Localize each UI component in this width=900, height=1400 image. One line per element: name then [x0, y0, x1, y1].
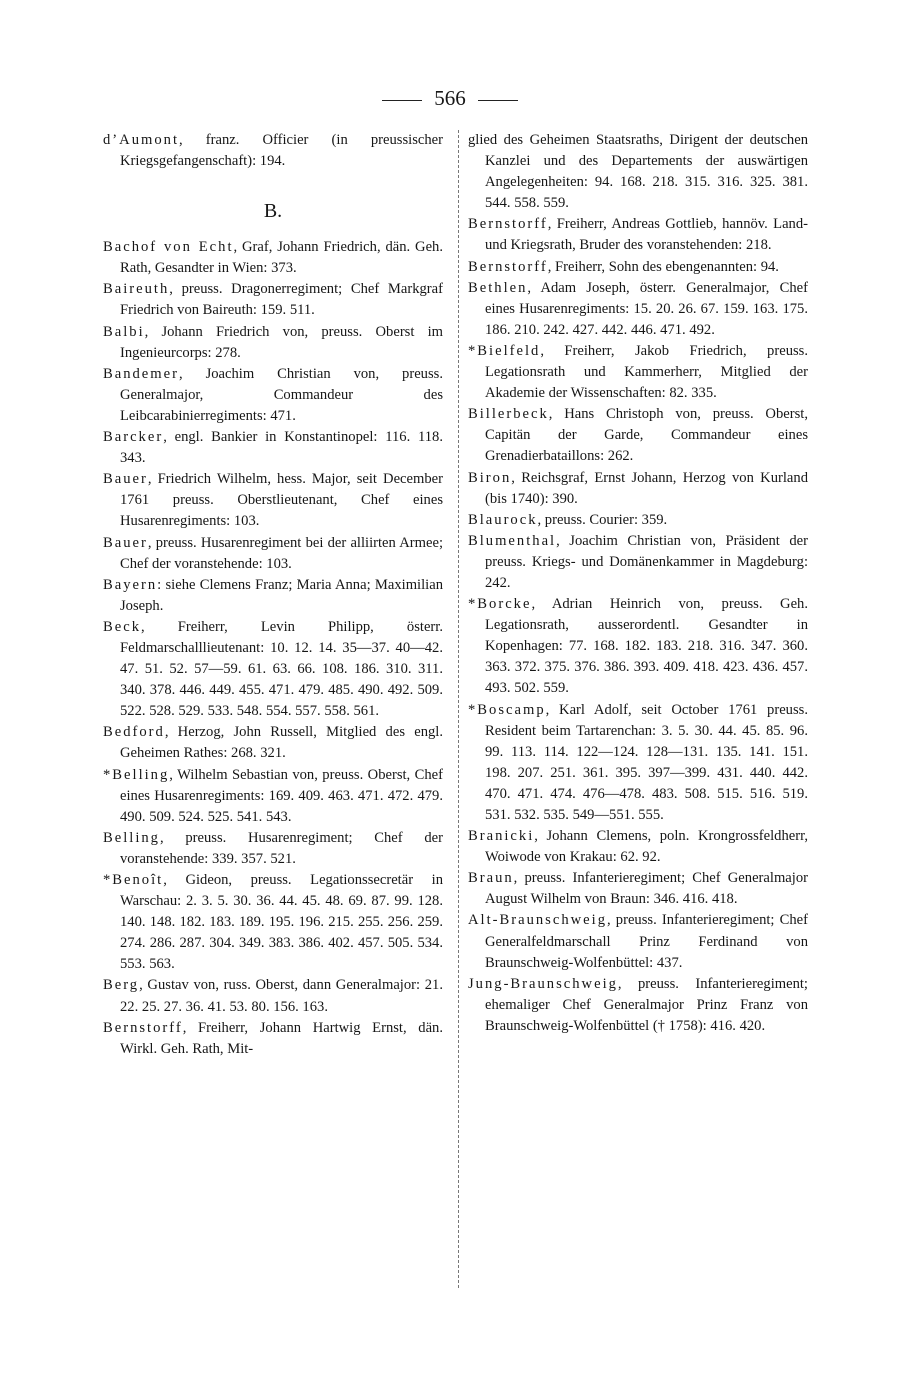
entry-head: Alt-Braunschweig: [468, 912, 607, 929]
entry-text: , engl. Bankier in Konstantinopel: 116. 118. 343.: [120, 429, 443, 467]
index-entry: [468, 974, 808, 1037]
entry-text: glied des Geheimen Staatsraths, Dirigent der deutschen Kanzlei und des Departements der auswärtigen Angelegenheiten: 94. 168. 218. 315. 316. 325. 381. 544. 558. 559.: [468, 132, 808, 212]
index-entry: [468, 130, 808, 214]
entry-head: Bernstorff: [468, 258, 548, 275]
entry-head: Balbi: [103, 323, 145, 340]
entry-text: , Freiherr, Andreas Gottlieb, hannöv. Land- und Kriegsrath, Bruder des voranstehenden: 218.: [485, 216, 808, 254]
entry-text: , Adam Joseph, österr. Generalmajor, Chef eines Husarenregiments: 15. 20. 26. 67. 159. 163. 175. 186. 210. 242. 427. 442. 446. 471. 492.: [485, 279, 808, 338]
entry-text: , preuss. Husarenregiment bei der alliirten Armee; Chef der voranstehende: 103.: [120, 534, 443, 572]
entry-head: Blaurock: [468, 511, 538, 528]
entry-head: Bauer: [103, 471, 148, 488]
entry-head: Jung-Braunschweig: [468, 975, 618, 992]
entry-text: , Friedrich Wilhelm, hess. Major, seit December 1761 preuss. Oberstlieutenant, Chef eines Husarenregiments: 103.: [120, 471, 443, 530]
index-entry: [468, 594, 808, 699]
entry-text: , Gideon, preuss. Legationssecretär in Warschau: 2. 3. 5. 30. 36. 44. 45. 48. 69. 87. 99. 128. 140. 148. 182. 183. 189. 195. 196. 215. 255. 256. 259. 274. 286. 287. 304. 349. 383. 386. 402. 457. 505. 534. 553. 563.: [120, 872, 443, 973]
left-entries-list: [103, 237, 443, 1060]
entry-head: *Belling: [103, 766, 170, 783]
entry-text: , Freiherr, Johann Hartwig Ernst, dän. Wirkl. Geh. Rath, Mit-: [120, 1019, 443, 1057]
entry-head: Bauer: [103, 534, 148, 551]
index-entry: [103, 130, 443, 172]
entry-head: Belling: [103, 829, 160, 846]
entry-head: Biron: [468, 469, 512, 486]
index-entry: [103, 1018, 443, 1060]
entry-head: Bachof von Echt: [103, 239, 234, 256]
entry-text: , preuss. Husarenregiment; Chef der voranstehende: 339. 357. 521.: [120, 829, 443, 867]
entry-head: *Boscamp: [468, 701, 546, 718]
entry-text: , preuss. Courier: 359.: [537, 511, 668, 528]
index-entry: [103, 279, 443, 321]
index-entry: [103, 533, 443, 575]
entry-text: , Herzog, John Russell, Mitglied des engl. Geheimen Rathes: 268. 321.: [120, 724, 443, 762]
page-number: 566: [0, 86, 900, 111]
left-before-list: [103, 130, 443, 172]
index-entry: [103, 870, 443, 975]
entry-head: Blumenthal: [468, 532, 557, 549]
entry-text: , Freiherr, Jakob Friedrich, preuss. Legationsrath und Kammerherr, Mitglied der Akademie der Wissenschaften: 82. 335.: [485, 342, 808, 402]
index-entry: [103, 765, 443, 828]
index-entry: [468, 341, 808, 404]
index-entry: [468, 868, 808, 910]
left-column: [103, 130, 443, 1060]
index-entry: [103, 828, 443, 870]
entry-head: Bernstorff: [103, 1019, 183, 1036]
entry-text: , Wilhelm Sebastian von, preuss. Oberst, Chef eines Husarenregiments: 169. 409. 463. 471. 472. 479. 490. 509. 524. 525. 541. 543.: [120, 766, 443, 825]
entry-text: , Joachim Christian von, preuss. Generalmajor, Commandeur des Leibcarabinierregiments: 471.: [120, 365, 443, 424]
entry-head: Barcker: [103, 429, 164, 446]
right-entries-list: [468, 130, 808, 1037]
index-entry: [103, 427, 443, 469]
entry-text: , Gustav von, russ. Oberst, dann Generalmajor: 21. 22. 25. 27. 36. 41. 53. 80. 156. 163.: [120, 977, 443, 1015]
entry-head: Bernstorff: [468, 216, 548, 233]
index-entry: [468, 700, 808, 827]
entry-text: , Reichsgraf, Ernst Johann, Herzog von Kurland (bis 1740): 390.: [485, 469, 808, 507]
index-entry: [468, 826, 808, 868]
entry-head: Berg: [103, 977, 140, 994]
column-divider: [458, 130, 459, 1288]
entry-head: *Bielfeld: [468, 342, 541, 359]
index-entry: [103, 237, 443, 279]
entry-text: , Hans Christoph von, preuss. Oberst, Capitän der Garde, Commandeur eines Grenadierbataillons: 262.: [485, 406, 808, 465]
index-entry: [103, 975, 443, 1017]
entry-head: d’Aumont: [103, 132, 179, 148]
index-entry: [103, 469, 443, 532]
entry-text: , Karl Adolf, seit October 1761 preuss. Resident beim Tartarenchan: 3. 5. 30. 44. 45. 85. 96. 99. 113. 114. 122—124. 128—131. 135. 141. 151. 198. 207. 251. 361. 395. 397—399. 431. 440. 442. 470. 471. 474. 476—478. 483. 508. 515. 516. 519. 531. 532. 535. 549—551. 555.: [485, 701, 808, 823]
index-entry: [468, 468, 808, 510]
entry-text: , Johann Friedrich von, preuss. Oberst im Ingenieurcorps: 278.: [120, 323, 443, 361]
entry-head: *Benoît: [103, 872, 164, 888]
index-entry: [468, 910, 808, 973]
entry-head: *Borcke: [468, 596, 532, 613]
letter-heading: B.: [263, 200, 283, 223]
index-entry: [103, 575, 443, 617]
index-entry: [103, 322, 443, 364]
entry-text: , Freiherr, Sohn des ebengenannten: 94.: [547, 258, 779, 275]
index-entry: [103, 722, 443, 764]
index-entry: [468, 510, 808, 531]
rule-left: [382, 100, 422, 101]
entry-head: Baireuth: [103, 281, 170, 298]
rule-right: [478, 100, 518, 101]
entry-head: Bedford: [103, 724, 165, 741]
entry-text: , Graf, Johann Friedrich, dän. Geh. Rath, Gesandter in Wien: 373.: [120, 239, 443, 277]
entry-text: , preuss. Infanterieregiment; Chef Generalmajor August Wilhelm von Braun: 346. 416. 418.: [485, 870, 808, 908]
index-entry: [468, 531, 808, 594]
entry-head: Branicki: [468, 828, 535, 845]
entry-text: , franz. Officier (in preussischer Kriegsgefangenschaft): 194.: [120, 132, 443, 170]
entry-text: , preuss. Infanterieregiment; ehemaliger Chef Generalmajor Prinz Franz von Braunschweig-Wolfenbüttel († 1758): 416. 420.: [485, 975, 808, 1034]
entry-text: , preuss. Infanterieregiment; Chef Generalfeldmarschall Prinz Ferdinand von Braunschweig-Wolfenbüttel: 437.: [485, 912, 808, 971]
index-entry: [468, 404, 808, 467]
entry-text: : siehe Clemens Franz; Maria Anna; Maximilian Joseph.: [120, 576, 443, 614]
index-entry: [103, 617, 443, 722]
entry-head: Bethlen: [468, 279, 528, 296]
entry-text: , preuss. Dragonerregiment; Chef Markgraf Friedrich von Baireuth: 159. 511.: [120, 281, 443, 319]
index-entry: [468, 214, 808, 256]
entry-head: Bandemer: [103, 365, 179, 382]
entry-head: Beck: [103, 618, 141, 635]
index-entry: [468, 257, 808, 278]
entry-head: Bayern: [103, 576, 158, 593]
entry-text: , Joachim Christian von, Präsident der preuss. Kriegs- und Domänenkammer in Magdeburg: 242.: [485, 532, 808, 591]
index-entry: [103, 364, 443, 427]
entry-text: , Adrian Heinrich von, preuss. Geh. Legationsrath, ausserordentl. Gesandter in Kopenhagen: 77. 168. 182. 183. 218. 316. 347. 360. 363. 372. 375. 376. 386. 393. 409. 418. 423. 436. 457. 493. 502. 559.: [485, 596, 808, 697]
entry-head: Braun: [468, 870, 514, 887]
entry-text: , Freiherr, Levin Philipp, österr. Feldmarschalllieutenant: 10. 12. 14. 35—37. 40—42. 47. 51. 52. 57—59. 61. 63. 66. 108. 186. 310. 311. 340. 378. 446. 449. 455. 471. 479. 485. 490. 492. 509. 522. 528. 529. 533. 548. 554. 557. 558. 561.: [120, 618, 443, 720]
right-column: [468, 130, 808, 1037]
entry-text: , Johann Clemens, poln. Krongrossfeldherr, Woiwode von Krakau: 62. 92.: [485, 828, 808, 866]
index-entry: [468, 278, 808, 341]
entry-head: Billerbeck: [468, 406, 549, 423]
